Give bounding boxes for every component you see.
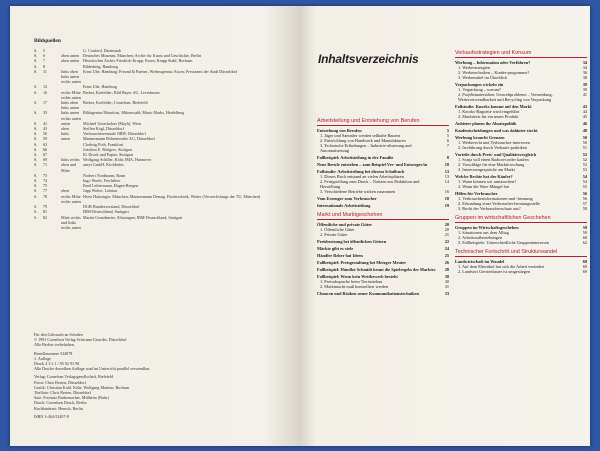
credit-page: 11 (43, 68, 47, 74)
toc-entry-title: Fallbeispiel: Händler Schmidt kennt die Spielregeln des Marktes (317, 267, 436, 272)
toc-entry-title: 1. Wann können wir umtauschen? (458, 179, 517, 184)
credit-position: Mitte rechts und links rechts unten (61, 214, 81, 230)
imprint-block (34, 332, 284, 419)
bildquellen-title: Bildquellen (34, 38, 61, 44)
toc-entry (317, 246, 449, 251)
toc-entry-page: 34 (582, 60, 587, 65)
toc-entry-title: 1. Öffentliche Güter (320, 227, 355, 232)
toc-entry-title: Fallstudie: Arbeitsteilung bei diesem Schulbuch (317, 169, 405, 174)
toc-entry (455, 167, 587, 172)
toc-entry-title: 3. Werbemittel im Überblick (458, 75, 508, 80)
toc-entry-page: 69 (582, 269, 587, 274)
imprint-line: ISBN 3-464-52407-8 (34, 413, 69, 419)
credit-position: oben unten (61, 53, 80, 59)
toc-section-heading: Markt und Marktgeschehen (317, 212, 449, 220)
credit-s: S. (34, 157, 38, 163)
toc-entry-page: 60 (582, 235, 587, 240)
toc-entry (317, 260, 449, 265)
toc-entry-page: 16 (444, 189, 449, 194)
credit-s: S. (34, 89, 38, 95)
toc-entry-title: 2. Entwicklung von Handwerk und Manufakturen (320, 138, 406, 143)
toc-entry-title: Werbung – Information oder Verführen? (455, 60, 531, 65)
credit-s: S. (34, 214, 38, 220)
toc-entry (455, 240, 587, 245)
credit-page: 73 (43, 172, 48, 178)
imprint-line: Bestellnummer 524078 (34, 350, 73, 356)
toc-entry-page: 19 (444, 203, 449, 208)
toc-column-2 (455, 46, 587, 274)
credit-s: S. (34, 152, 38, 158)
credit-position: unten (61, 136, 71, 142)
toc-entry-title: Welche Rechte hat der Käufer? (455, 174, 513, 179)
toc-entry-title: Anbieter planen ihr Absatzpolitik (455, 121, 517, 126)
credit-page: 16 (43, 89, 48, 95)
toc-entry-page: 46 (582, 121, 587, 126)
toc-entry-title: 2. Vorschläge für eine Marktforschung (458, 162, 525, 167)
toc-entry (455, 269, 587, 274)
credit-page: 5 (43, 48, 46, 53)
toc-entry-page: 56 (582, 191, 587, 196)
toc-entry-title: Verpackungen wickeln ein (455, 82, 504, 87)
toc-entry-page: 30 (444, 274, 449, 279)
credit-page: 8 (43, 63, 46, 69)
imprint-line: Buchbinderei: Hensch, Berlin (34, 405, 83, 411)
toc-entry-page: 41 (582, 92, 587, 97)
toc-entry-page: 18 (444, 196, 449, 201)
toc-entry-title: 1. Werberecht und Verbraucher-interessen (458, 140, 530, 145)
toc-entry-page: 31 (444, 284, 449, 289)
credit-s: S. (34, 193, 38, 199)
toc-entry-title: Fallbeispiel: Arbeitsteilung in der Familie (317, 155, 394, 160)
toc-entry-page: 33 (444, 291, 449, 296)
credit-s: S. (34, 100, 38, 106)
toc-entry-title: Fallbeispiel: Wenn kein Wettbewerb besteht (317, 274, 398, 279)
toc-entry-title: Vorteile durch Preis- und Qualitätsvergleich (455, 152, 537, 157)
credit-page: 75 (43, 183, 48, 189)
toc-entry-title: 1. Sonja will einen Radiorecorder kaufen (458, 157, 529, 162)
credit-s: S. (34, 204, 38, 210)
credit-position: oben (61, 126, 69, 132)
credit-row (34, 90, 294, 100)
toc-entry-page: 59 (582, 230, 587, 235)
imprint-line: © 1991 Cornelsen Verlag Schwann-Girardet, Düsseldorf (34, 337, 127, 343)
book-spread (10, 6, 590, 446)
credit-s: S. (34, 172, 38, 178)
credit-source: Horst Haitzinger, München; Mannesmann Demag, Förderechnik, Wetter (Verwechslungs der TU, München) (83, 193, 261, 199)
credit-position: rechts Mitte rechts unten (61, 89, 81, 100)
credit-page: 74 (43, 178, 48, 184)
toc-entry-title: 2. Marktmacht muß kontrolliert werden (320, 284, 389, 289)
toc-entry-page: 50 (582, 135, 587, 140)
toc-entry-page: 7 (446, 143, 449, 148)
toc-entry-title: 2. Irreführung durch Verkaufs-praktiken (458, 145, 527, 150)
toc-entry-title: Preisbestzung bei öffentlichen Gütern (317, 239, 387, 244)
credit-row (34, 194, 294, 204)
toc-entry-page: 10 (444, 162, 449, 167)
credit-position: oben (61, 188, 69, 194)
toc-entry (455, 206, 587, 211)
toc-entry-page: 14 (444, 179, 449, 184)
toc-entry-page: 24 (444, 246, 449, 251)
toc-entry-page: 22 (444, 239, 449, 244)
credit-page: 81 (43, 209, 48, 215)
credit-position: links oben links unten rechts unten (61, 68, 81, 85)
imprint-line: Alle Rechte vorbehalten. (34, 342, 75, 348)
credit-position: rechts Mitte rechts unten (61, 193, 81, 204)
toc-entry-page: 43 (582, 104, 587, 109)
credit-source: Bilderberg, Hamburg (83, 63, 118, 69)
toc-entry-title: 2. Fertigstellung zum Druck – Notizen aus Redaktion und Herstellung (320, 179, 420, 189)
toc-entry (317, 232, 449, 237)
toc-entry (317, 155, 449, 160)
toc-entry-page: 6 (446, 138, 449, 143)
credit-s: S. (34, 183, 38, 189)
toc-entry-page: 38 (582, 75, 587, 80)
credit-position: unten (61, 120, 71, 126)
toc-entry-page: 20 (444, 222, 449, 227)
toc-entry-title: 1. Verbraucherinformationen und -beratung (458, 196, 533, 201)
toc-entry-title: Fallstudie: Knorks kommt auf den Markt (455, 104, 532, 109)
toc-entry (317, 189, 449, 194)
toc-entry-title: 1. Dieses Buch entstand an vielen Arbeitsplätzen (320, 174, 404, 179)
toc-entry (455, 184, 587, 189)
toc-entry (317, 253, 449, 258)
toc-entry-page: 39 (582, 87, 587, 92)
toc-entry-page: 5 (446, 133, 449, 138)
toc-entry-page: 48 (582, 128, 587, 133)
toc-entry-page: 5 (446, 128, 449, 133)
toc-entry-page: 13 (444, 169, 449, 174)
credit-source: IBM-Deutschland, Stuttgart (83, 209, 129, 215)
toc-entry (317, 143, 449, 153)
toc-entry-title: Werbung braucht Grenzen (455, 135, 505, 140)
credit-s: S. (34, 209, 38, 215)
toc-entry-page: 34 (582, 65, 587, 70)
toc-entry-page: 62 (582, 240, 587, 245)
imprint-line: Grafik: Christian Kohl, Köln; Wolfgang Mattern, Bochum (34, 384, 130, 390)
credit-row (34, 162, 294, 172)
toc-entry-page: 58 (582, 206, 587, 211)
credit-source: Joachim E. Röttgers, Stuttgart (83, 146, 133, 152)
toc-entry-title: 1. Preisabsprache beim Tierärztebau (320, 279, 383, 284)
credit-source: Jupp Wolter, Lohmar (83, 188, 118, 194)
toc-entry-page: 52 (582, 157, 587, 162)
toc-section-heading: Gruppen im wirtschaftlichen Geschehen (455, 215, 587, 223)
credit-s: S. (34, 110, 38, 116)
credit-source: Emil Leibermann, Hagen-Reegen (83, 183, 139, 189)
credit-row (34, 110, 294, 120)
toc-entry-page: 53 (582, 162, 587, 167)
credit-s: S. (34, 53, 38, 59)
toc-entry (455, 128, 587, 133)
toc-section-heading: Arbeitsteilung und Entstehung von Berufen (317, 118, 449, 126)
toc-entry-page: 53 (582, 167, 587, 172)
toc-entry-page: 20 (444, 227, 449, 232)
credit-source: Deutsches Museum, München; Archiv für Kunst und Geschichte, Berlin (83, 53, 202, 59)
toc-entry-page: 69 (582, 259, 587, 264)
credit-page: 66 (43, 146, 48, 152)
toc-entry-title: 2. Erkundung einer Verbraucher-beratungsstelle (458, 201, 541, 206)
credit-page: 59 (43, 136, 48, 142)
toc-entry-title: 1. Verpackung – warum? (458, 87, 501, 92)
imprint-line: Fotos: Chris Berten, Düsseldorf (34, 379, 87, 385)
credit-source: G. Conford, Darmstadt (83, 48, 121, 53)
imprint-line: Verlag: Cornelsen Verlagsgesellschaft, Bielefeld (34, 374, 114, 380)
toc-entry-title: 3. Fallbeispiele: Unterschiedliche Gruppeninteressen (458, 240, 549, 245)
imprint-line: 1. Auflage (34, 355, 52, 361)
credit-s: S. (34, 63, 38, 69)
credit-source: Martin Grundmeier, Altusingen; IBM-Deutschland, Stuttgart (83, 214, 183, 220)
credit-page: 67 (43, 152, 48, 158)
credit-s: S. (34, 68, 38, 74)
credit-page: 63 (43, 141, 48, 147)
credit-source: Norbert Nordmann, Bonn (83, 172, 126, 178)
credit-page: 43 (43, 126, 48, 132)
credit-source: Verbraucherzentrale NRW, Düsseldorf (83, 131, 146, 137)
toc-entry-page: 55 (582, 184, 587, 189)
toc-entry-title: Kaufentscheidungen und was dahinter steckt (455, 128, 538, 133)
toc-entry-page: 54 (582, 179, 587, 184)
toc-entry (455, 92, 587, 102)
imprint-line: Titelfoto: Chris Berten, Düsseldorf (34, 390, 92, 396)
toc-entry (455, 114, 587, 119)
toc-entry-title: Händler Reber hat Ideen (317, 253, 363, 258)
credit-s: S. (34, 146, 38, 152)
credit-page: 77 (43, 188, 48, 194)
toc-entry-page: 30 (444, 279, 449, 284)
toc-entry (317, 291, 449, 296)
toc-entry (317, 179, 449, 189)
credit-row (34, 100, 294, 110)
credit-row (34, 69, 294, 85)
credit-source: Berker, Krefelder; Cornelsen, Bielefeld (83, 100, 148, 106)
toc-entry-title: Entstehung von Berufen (317, 128, 362, 133)
toc-entry-page: 52 (582, 152, 587, 157)
toc-entry-page: 28 (444, 267, 449, 272)
toc-entry-page: 50 (582, 140, 587, 145)
toc-section-heading: Verkaufsstrategien und Konsum (455, 50, 587, 58)
credit-s: S. (34, 58, 38, 64)
toc-entry (317, 196, 449, 201)
credit-page: 69 (43, 157, 48, 163)
imprint-line: Alle Drucke derselben Auflage sind im Unterricht parallel verwendbar. (34, 366, 151, 372)
toc-entry (455, 75, 587, 80)
toc-entry (455, 121, 587, 126)
toc-entry (317, 203, 449, 208)
toc-entry-page: 57 (582, 201, 587, 206)
toc-entry-title: 1. Jäger und Sammler werden seßhafte Bauern (320, 133, 401, 138)
toc-entry-title: 2. Markttests für ein neues Produkt (458, 114, 519, 119)
credit-position: links rechts (61, 157, 80, 163)
toc-entry-title: 2. Landwirt Gerstenhauer ist umgestiegen (458, 269, 530, 274)
credit-s: S. (34, 141, 38, 147)
toc-section-heading: Technischer Fortschritt und Strukturwandel (455, 249, 587, 257)
credit-page: 12 (43, 84, 48, 90)
credit-source: Michael Unterholzer (Mayh), Wien (83, 120, 141, 126)
toc-entry-title: 1. Knorks-Baguette wird eingeführt (458, 109, 520, 114)
credit-source: Clodwig Poth, Frankfurt (83, 141, 124, 147)
toc-entry (317, 162, 449, 167)
toc-entry-title: 3. Interessengespräche am Markt (458, 167, 515, 172)
credit-source: Ingo Worth, Frechtleer (83, 178, 121, 184)
toc-entry-page: 13 (444, 174, 449, 179)
credit-s: S. (34, 48, 38, 53)
toc-entry-title: 1. Situationen aus dem Alltag (458, 230, 509, 235)
credit-source: aneyt GmbH, Kirchheim (83, 162, 124, 168)
toc-entry-page: 8 (446, 155, 449, 160)
toc-column-1 (317, 114, 449, 296)
toc-entry-title: Fallbeispiel: Preisgestaltung bei Metzger Meuter (317, 260, 407, 265)
credit-page: 78 (43, 193, 48, 199)
toc-entry-title: Öffentliche und private Güter (317, 222, 373, 227)
toc-entry-title: Internationale Arbeitsteilung (317, 203, 371, 208)
toc-entry-title: Hilfen für Verbraucher (455, 191, 498, 196)
credit-row (34, 215, 294, 231)
toc-entry-title: 2. Projektmaterialien: Umweltprobleme – Vermeidung, Weiterverwendbarkeit und Recycling von Verpackung (458, 92, 553, 102)
toc-entry-title: 1. Werbestrategien (458, 65, 491, 70)
toc-entry-title: 1. Auf dem Elternhof hat sich die Arbeit verändert (458, 264, 545, 269)
toc-entry-title: Märkte gibt es viele (317, 246, 354, 251)
toc-entry-page: 25 (444, 253, 449, 258)
toc-entry-title: Landwirtschaft im Wandel (455, 259, 505, 264)
toc-entry-title: 2. Wenn die Ware Mängel hat (458, 184, 509, 189)
credit-position: oben unten (61, 58, 80, 64)
toc-entry-title: 3. Recht der Verbraucherschutz aus? (458, 206, 521, 211)
toc-entry-title: Neue Berufe entstehen – zum Beispiel Ver- und Entsorger/in (317, 162, 428, 167)
toc-title: Inhaltsverzeichnis (318, 52, 419, 66)
credit-s: S. (34, 126, 38, 132)
credit-source: Ernst Uhe, Hamburg; Freund & Partner, Werbeagentur, Essen; Presseamt der Stadt Düsseldorf (83, 68, 238, 74)
toc-entry-page: 45 (582, 114, 587, 119)
credit-page: 17 (43, 100, 48, 106)
toc-entry-title: 2. Werbetechniken – Kinder-programme? (458, 70, 530, 75)
toc-entry (317, 239, 449, 244)
credit-source: Historisches Archiv Friedrich Krupp, Essen; Krupp Stahl, Bochum (83, 58, 193, 64)
credit-source: Ernst Uhe, Hamburg (83, 84, 117, 90)
credit-source: IG Druck und Papier, Stuttgart (83, 152, 134, 158)
left-page (10, 6, 299, 446)
credit-s: S. (34, 136, 38, 142)
toc-entry-title: 2. Arbeitsaufbeziehungen (458, 235, 502, 240)
toc-entry-page: 54 (582, 174, 587, 179)
toc-entry-page: 26 (444, 260, 449, 265)
credit-source: DGB-Bundesvorstand, Düsseldorf (83, 204, 140, 210)
toc-entry-page: 56 (582, 196, 587, 201)
toc-entry-title: 3. Technische Erfindungen – Industrie-alisierung und Automatisierung (320, 143, 412, 153)
toc-entry-title: Chancen und Risiken neuer Kommunikationstechniken (317, 291, 419, 296)
imprint-line: Für den Gebrauch an Schulen (34, 332, 83, 337)
toc-entry-title: 2. Private Güter (320, 232, 348, 237)
credit-s: S. (34, 162, 38, 168)
credit-source: Berker, Krefelder; Bild Bayer AG, Leverkusen (83, 89, 160, 95)
toc-entry-page: 51 (582, 145, 587, 150)
credit-source: Steffen Kögl, Düsseldorf (83, 126, 124, 132)
imprint-line: Satz: Fotosatz Radermacher, Mülheim (Ruhr) (34, 395, 109, 401)
credit-s: S. (34, 188, 38, 194)
credit-source: Bildagentur Mauritius, Mittenwald; Mario Marks, Heidelberg (83, 110, 184, 116)
toc-entry (455, 145, 587, 150)
right-page (299, 6, 590, 446)
credit-page: 50 (43, 131, 48, 137)
credit-position: links unten rechts unten (61, 110, 81, 121)
toc-entry-page: 39 (582, 82, 587, 87)
toc-entry-title: 3. Verschiedene Betriebe wirken zusammen (320, 189, 396, 194)
toc-entry-page: 36 (582, 70, 587, 75)
credit-page: 41 (43, 120, 48, 126)
credit-page: 7 (43, 58, 46, 64)
credit-page: 79 (43, 204, 48, 210)
credit-s: S. (34, 178, 38, 184)
imprint-line: Druck: Cornelsen Druck, Berlin (34, 400, 87, 406)
credit-s: S. (34, 84, 38, 90)
credit-position: oben und Mitte (61, 162, 77, 173)
toc-entry (317, 284, 449, 289)
credits-list (34, 48, 294, 230)
toc-entry-page: 69 (582, 264, 587, 269)
credit-page: 33 (43, 110, 48, 116)
credit-s: S. (34, 120, 38, 126)
credit-source: Wolfgang Schiller, Köln; IMA, Hannover (83, 157, 152, 163)
credit-page: 6 (43, 53, 46, 59)
credit-page: 71 (43, 162, 48, 168)
toc-entry-page: 59 (582, 225, 587, 230)
toc-entry-title: Vom Erzeuger zum Verbraucher (317, 196, 377, 201)
credit-source: Mannesmann Röhrenwerke AG, Düsseldorf (83, 136, 155, 142)
credit-s: S. (34, 131, 38, 137)
toc-entry-page: 21 (444, 232, 449, 237)
credit-position: links oben links unten (61, 100, 80, 111)
toc-entry-page: 44 (582, 109, 587, 114)
credit-position: links (61, 131, 69, 137)
imprint-line: Druck 4 3 2 1 / 95 92 91 90 (34, 361, 80, 367)
credit-page: 82 (43, 214, 48, 220)
toc-entry (317, 267, 449, 272)
toc-entry-title: Gruppen im Wirtschaftsgeschehen (455, 225, 519, 230)
